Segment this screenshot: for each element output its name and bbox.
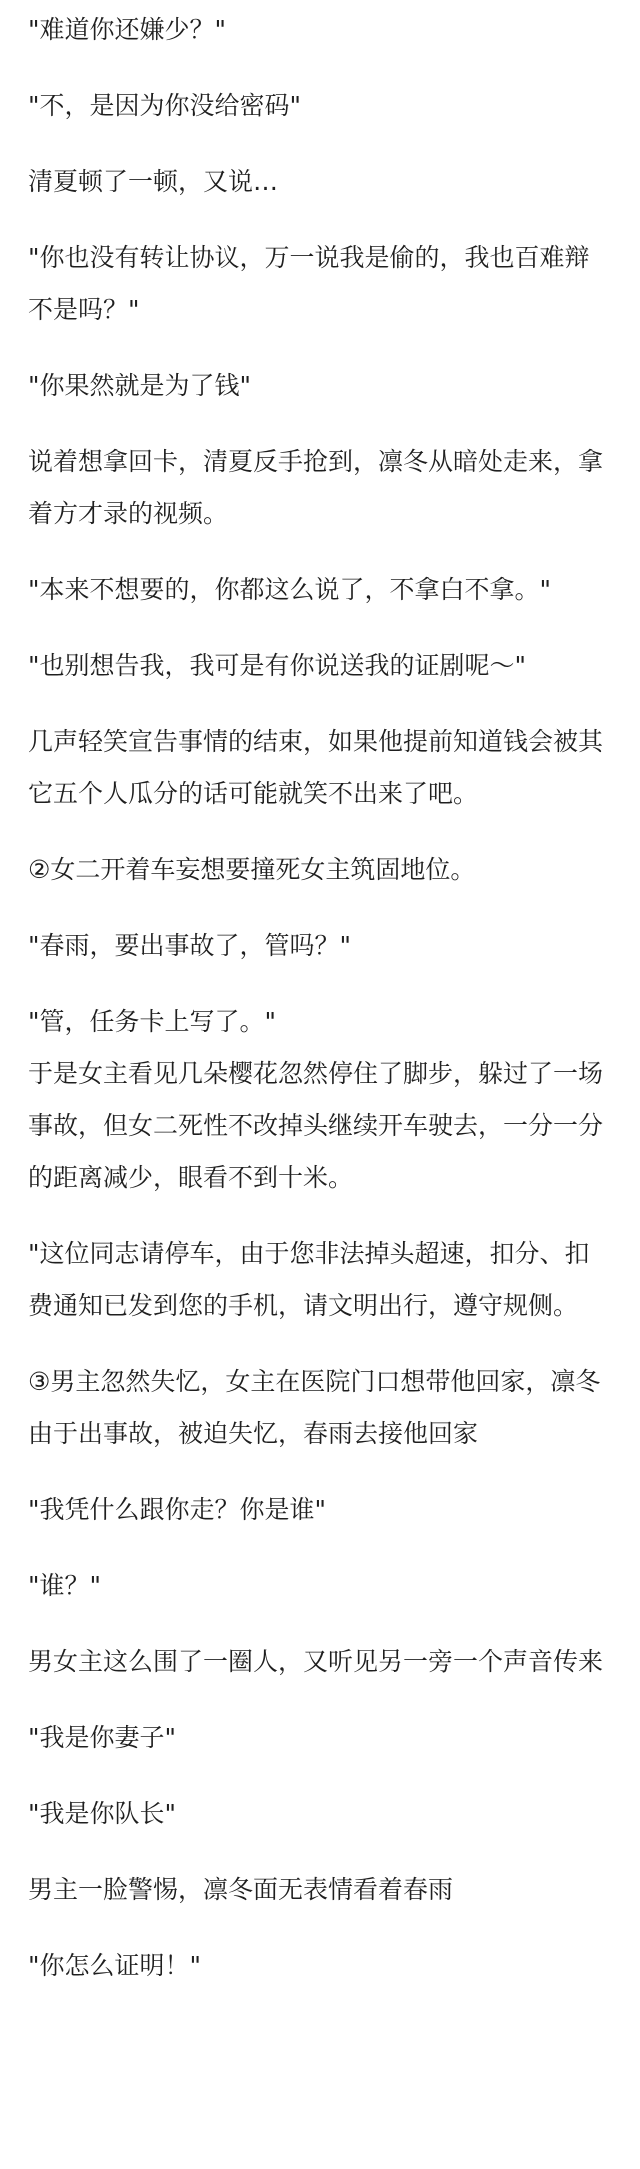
- paragraph: "这位同志请停车，由于您非法掉头超速，扣分、扣费通知已发到您的手机，请文明出行，遵守规侧。: [28, 1239, 590, 1320]
- paragraph: 说着想拿回卡，清夏反手抢到，凛冬从暗处走来，拿着方才录的视频。: [28, 447, 604, 528]
- paragraph: 于是女主看见几朵樱花忽然停住了脚步，躲过了一场事故，但女二死性不改掉头继续开车驶去，一分一分的距离减少，眼看不到十米。: [28, 1059, 604, 1192]
- paragraph: "我是你妻子": [28, 1723, 176, 1752]
- paragraph: "春雨，要出事故了，管吗？": [28, 931, 351, 960]
- paragraph: ③男主忽然失忆，女主在医院门口想带他回家，凛冬由于出事故，被迫失忆，春雨去接他回家: [28, 1367, 601, 1448]
- paragraph: "我凭什么跟你走？你是谁": [28, 1495, 326, 1524]
- paragraph: 男女主这么围了一圈人，又听见另一旁一个声音传来: [28, 1647, 604, 1676]
- paragraph: 几声轻笑宣告事情的结束，如果他提前知道钱会被其它五个人瓜分的话可能就笑不出来了吧。: [28, 727, 604, 808]
- paragraph: 男主一脸警惕，凛冬面无表情看着春雨: [28, 1875, 454, 1904]
- paragraph: "不，是因为你没给密码": [28, 91, 301, 120]
- paragraph: "也别想告我，我可是有你说送我的证剧呢～": [28, 651, 526, 680]
- paragraph: "难道你还嫌少？": [28, 15, 226, 44]
- paragraph: "你果然就是为了钱": [28, 371, 251, 400]
- paragraph: "你也没有转让协议，万一说我是偷的，我也百难辩不是吗？": [28, 243, 590, 324]
- paragraph: ②女二开着车妄想要撞死女主筑固地位。: [28, 855, 476, 884]
- paragraph: "本来不想要的，你都这么说了，不拿白不拿。": [28, 575, 551, 604]
- paragraph: "你怎么证明！": [28, 1951, 201, 1980]
- paragraph: "谁？": [28, 1571, 101, 1600]
- paragraph: "我是你队长": [28, 1799, 176, 1828]
- paragraph: "管，任务卡上写了。": [28, 1007, 276, 1036]
- paragraph: 清夏顿了一顿，又说…: [28, 167, 279, 196]
